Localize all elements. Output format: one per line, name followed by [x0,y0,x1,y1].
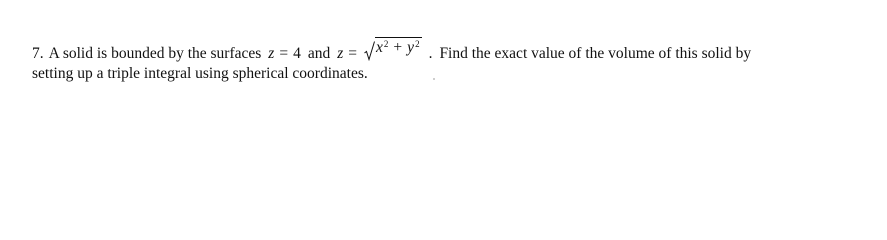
square-root [364,37,422,58]
problem-line-2 [32,65,872,89]
eq1-rhs-value: 4 [293,45,301,62]
problem-7 [32,37,872,89]
radicand-y: y [407,39,415,56]
eq2-equals: = [348,45,358,62]
eq1-equals: = [279,45,289,62]
problem-text-continuation: setting up a triple integral using spherical coordinates. [32,65,368,82]
eq1-lhs-variable: z [268,45,275,62]
problem-text-instruction: Find the exact value of the volume of this solid by [439,45,752,62]
eq2-lhs-variable: z [337,45,344,62]
sentence-period: . [428,45,433,62]
problem-text-intro: A solid is bounded by the surfaces [48,45,262,62]
problem-line-1 [32,37,872,65]
radicand [375,37,422,58]
radicand-x: x [376,39,383,56]
radicand-plus: + [393,39,403,56]
equation-cone [337,37,421,63]
radical-sign-icon [364,41,375,61]
conjunction-and: and [307,45,331,62]
exponent-x: 2 [383,39,389,49]
stray-mark [433,78,435,80]
problem-number: 7. [32,45,44,62]
equation-plane [268,45,301,63]
exponent-y: 2 [415,39,420,49]
